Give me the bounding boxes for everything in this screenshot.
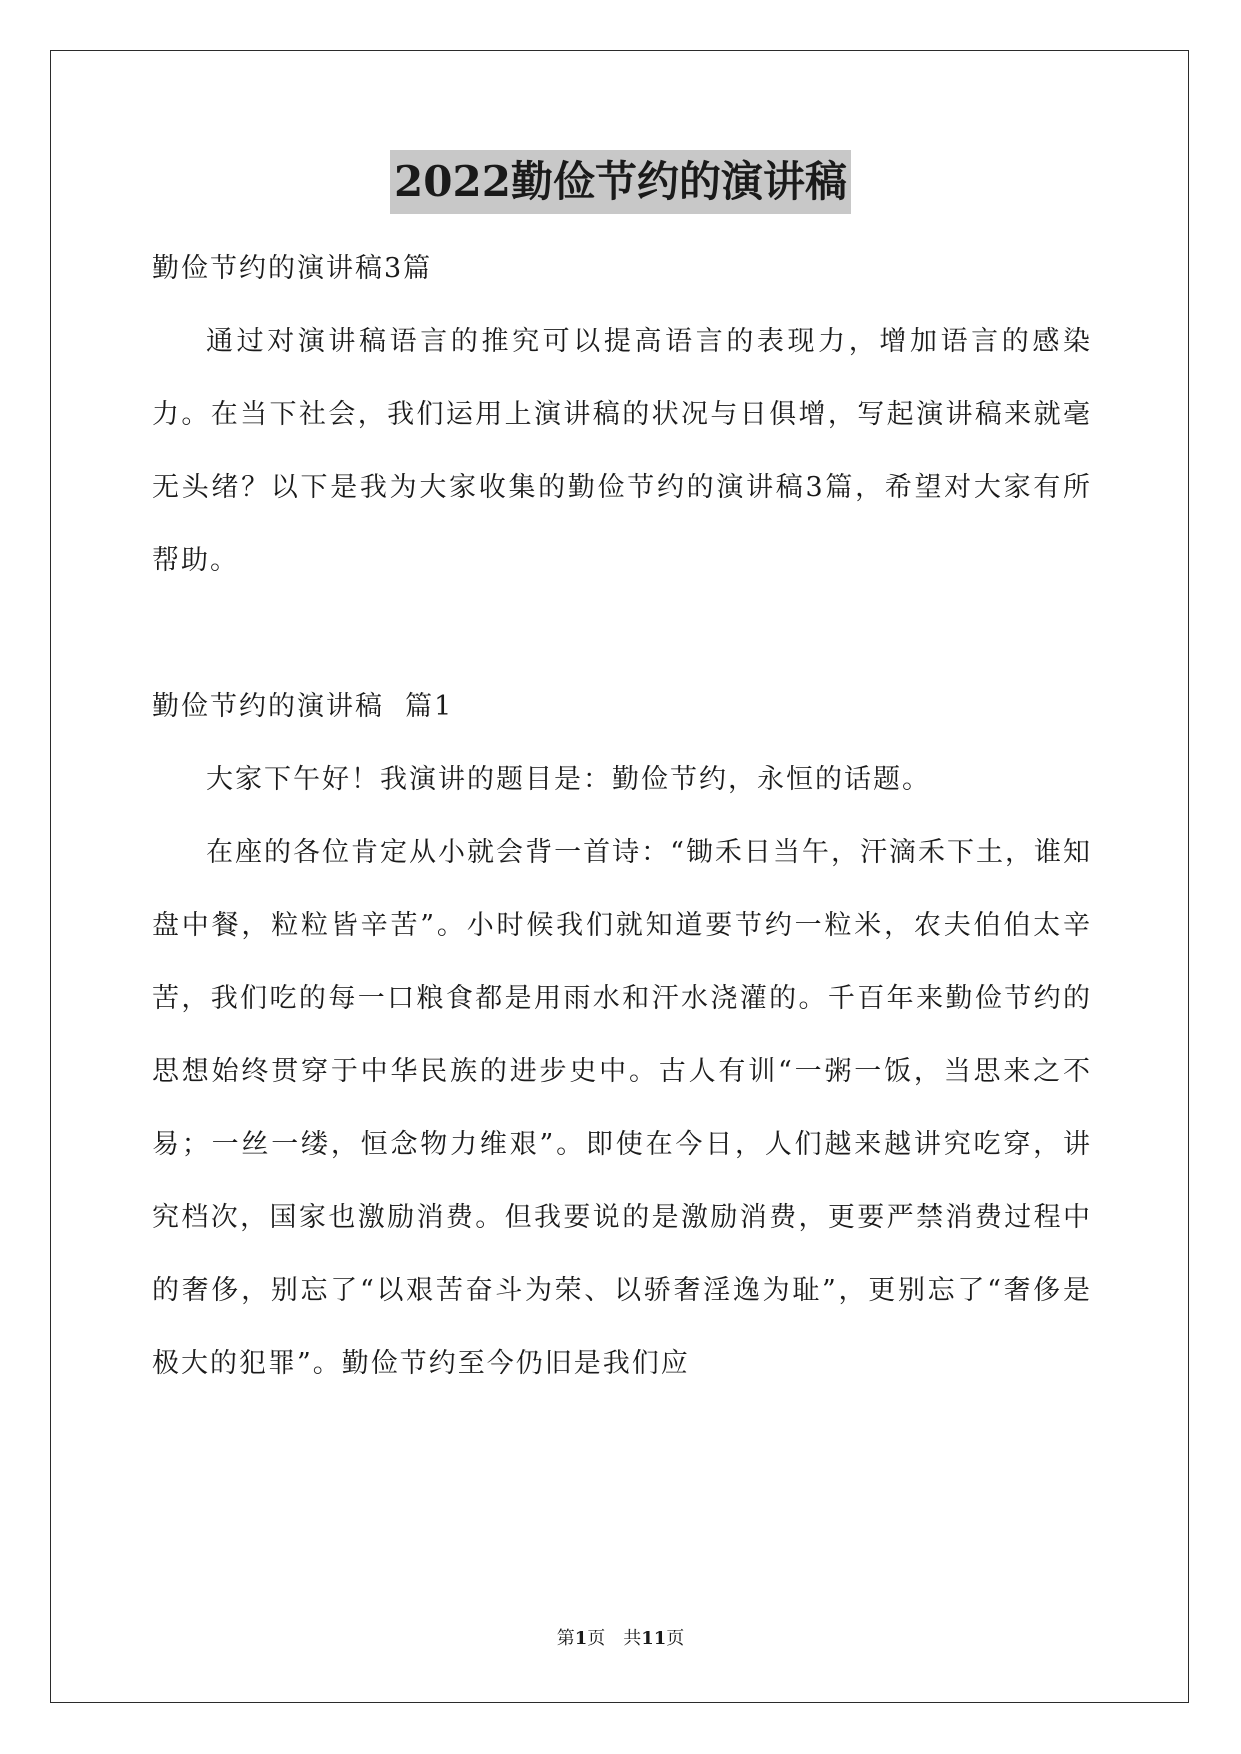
body-paragraph-2: 在座的各位肯定从小就会背一首诗：“锄禾日当午，汗滴禾下土，谁知盘中餐，粒粒皆辛苦”。小时候我们就知道要节约一粒米，农夫伯伯太辛苦，我们吃的每一口粮食都是用雨水和汗水浇灌的。千百年来勤俭节约的思想始终贯穿于中华民族的进步史中。古人有训“一粥一饭，当思来之不易；一丝一缕，恒念物力维艰”。即使在今日，人们越来越讲究吃穿，讲究档次，国家也激励消费。但我要说的是激励消费，更要严禁消费过程中的奢侈，别忘了“以艰苦奋斗为荣、以骄奢淫逸为耻”，更别忘了“奢侈是极大的犯罪”。勤俭节约至今仍旧是我们应: [152, 837, 1092, 1379]
section-spacer: [152, 597, 1092, 670]
total-pages-number: 11: [641, 1628, 667, 1649]
body-paragraph-1: 大家下午好！我演讲的题目是：勤俭节约，永恒的话题。: [206, 764, 931, 795]
subtitle: 勤俭节约的演讲稿3篇: [152, 253, 433, 284]
document-body: [152, 232, 1092, 1400]
document-title: 2022勤俭节约的演讲稿: [390, 150, 851, 214]
title-container: [0, 150, 1241, 214]
page-suffix: 页: [666, 1628, 685, 1649]
current-page-number: 1: [574, 1628, 588, 1649]
intro-paragraph: 通过对演讲稿语言的推究可以提高语言的表现力，增加语言的感染力。在当下社会，我们运用上演讲稿的状况与日俱增，写起演讲稿来就毫无头绪？以下是我为大家收集的勤俭节约的演讲稿3篇，希望对大家有所帮助。: [152, 326, 1092, 576]
page-prefix: 第: [556, 1628, 575, 1649]
page-footer: [0, 1624, 1241, 1650]
section-heading: 勤俭节约的演讲稿 篇1: [152, 691, 454, 722]
page-mid: 页 共: [587, 1628, 642, 1649]
